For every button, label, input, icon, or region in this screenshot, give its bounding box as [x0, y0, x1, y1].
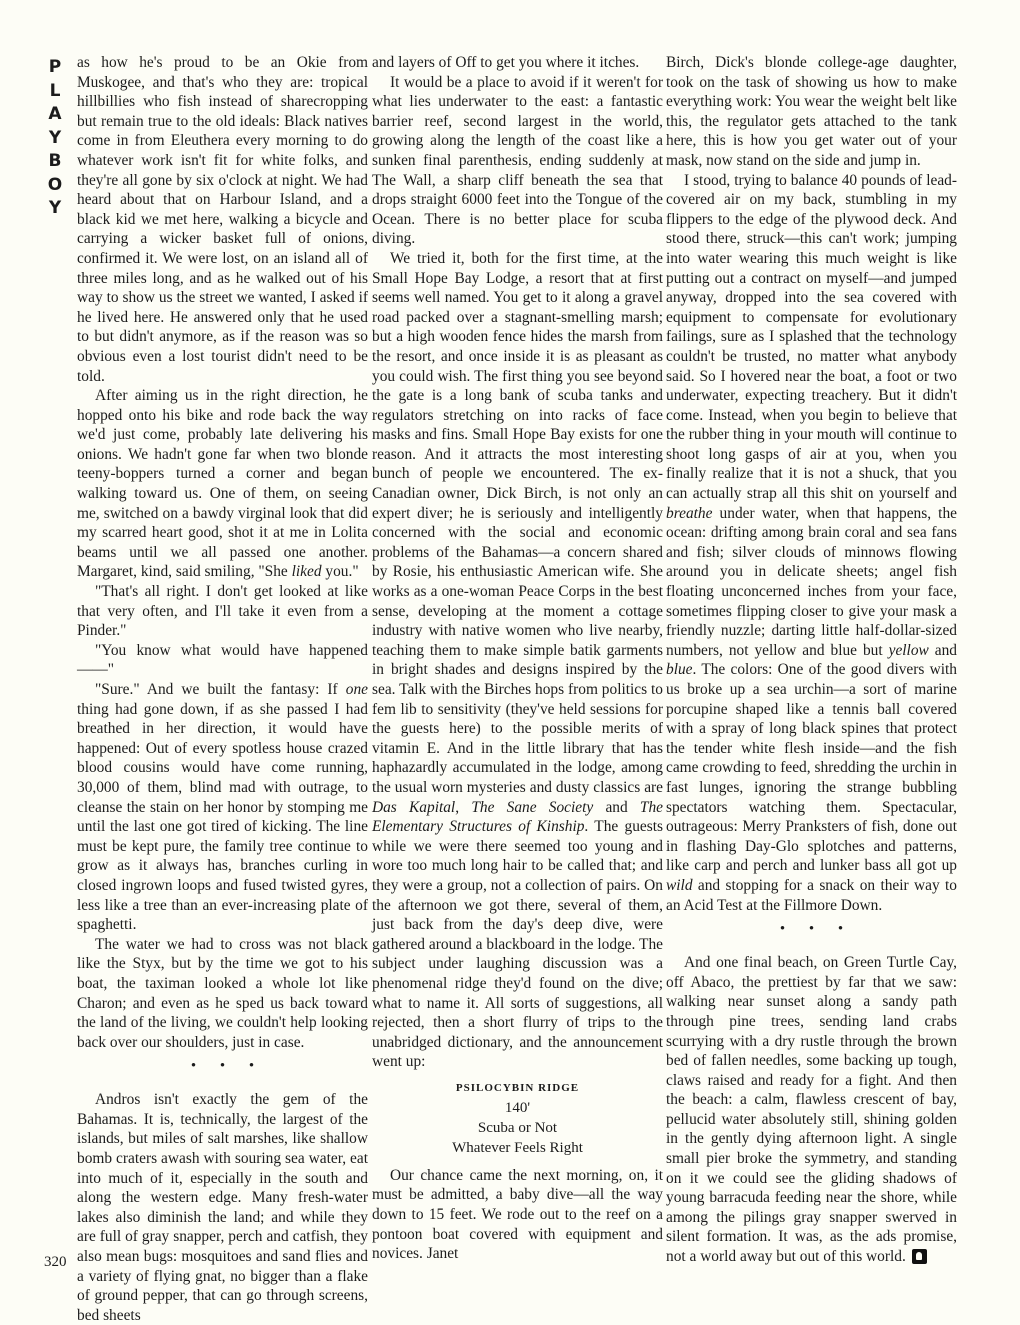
running-head-letter: Y — [48, 127, 62, 148]
running-head-letter: B — [48, 151, 62, 171]
paragraph — [372, 249, 663, 1072]
paragraph — [666, 171, 957, 916]
page-number: 320 — [44, 1254, 67, 1270]
italic-text: wild — [666, 876, 693, 894]
italic-text: breathe — [666, 504, 713, 522]
italic-text: one — [345, 681, 368, 698]
paragraph: Andros isn't exactly the gem of the Bahamas. It is, technically, the largest of the islands, but miles of salt marshes, like shallow bomb craters awash with souring sea water, eat into much of it, especially in the south and along the western edge. Many fresh-water lakes also diminish the land; and while they are full of gray snapper, perch and catfish, they also mean bugs: mosquitoes and sand flies and a variety of flying gnat, no bigger than a flake of ground pepper, that can go through screens, bed sheets — [77, 1091, 368, 1324]
text-run: and — [928, 641, 957, 659]
running-head-letter: L — [49, 80, 61, 101]
text-run: I stood, trying to balance 40 pounds of lead-covered air on my back, stumbling in my flippers to the edge of the plywood deck. And stood there, struck—this can't work; jumping into water wearing this much weight is like putting out a contract on myself—and jumped anyway, dropped into the sea covered with equipment to compensate for evolutionary failings, sure as I splashed that the technology couldn't be trusted, no matter what anybody said. So I hovered near the boat, a foot or two underwater, expecting treachery. But it didn't come. Instead, when you begin to believe that the rubber thing in your mouth will continue to shoot long gasps of air at you, when you finally realize that it is not a shuck, that you can actually strap all this shit on yourself and — [666, 171, 957, 503]
text-run: and stopping for a snack on their way to an Acid Test at the Fillmore Down. — [666, 876, 957, 914]
running-head-letter: A — [48, 104, 62, 124]
text-column-3 — [666, 53, 957, 1267]
paragraph: as how he's proud to be an Okie from Muskogee, and that's who they are: tropical hillbillies who fish instead of sharecropping but remain true to the old ideals: Black natives come in from Eleuthera every morning to do whatever work isn't fit for white folks, and they're all gone by six o'clock at night. We had heard about that on Harbour Island, and a black kid we met here, walking a bicycle and carrying a wicker basket full of onions, confirmed it. We were lost, on an island all of three miles long, and as he walked out of his way to show us the street we wanted, I asked if he lived here. He answered only that he used to but didn't anymore, as if the reason was so obvious even a lost tourist didn't need to be told. — [77, 54, 368, 385]
italic-text: yellow — [888, 641, 929, 659]
announcement-line: 140' — [504, 1099, 531, 1116]
text-run: thing had gone down, if as she passed I had breathed in her direction, it would have happened: Out of every spotless house crazed blood cousins would have come running, 30,000 of them, blind mad with outrage, to cleanse the stain on her honor by stomping me until the last one got tired of kicking. The line must be kept pure, the family tree continue to grow as it always has, branches curling in closed ingrown loops and fused twisted gyres, less like a tree than an ever-increasing plate of spaghetti. — [77, 700, 368, 934]
running-head-letter: P — [48, 57, 62, 77]
text-column-1 — [77, 53, 368, 1325]
text-run: and — [593, 798, 640, 816]
announcement-line: PSILOCYBIN RIDGE — [455, 1081, 580, 1094]
text-run: . The guests while we were there seemed too young and wore too much long hair to be called that; and they were a group, not a collection of pairs. On the afternoon we got there, several of them, just back from the day's deep dive, were gathered around a blackboard in the lodge. The subject under laughing discussion was a phenomenal ridge they'd found on the dive; what to name it. All sorts of suggestions, all rejected, then a short flurry of trips to the unabridged dictionary, and the announcement went up: — [372, 818, 664, 1071]
text-run: And one final beach, on Green Turtle Cay, off Abaco, the prettiest by far that we saw: walking near sunset along a sandy path through pine trees, sending land crabs scurrying with a dry rustle through the brown bed of fallen needles, some backing up tough, claws raised and ready for a fight. And then the beach: a calm, flawless crescent of bay, pellucid water absolutely still, shining golden in the gently dying afternoon light. A single small pier broke the symmetry, and standing on it we could see the gliding shadows of young barracuda feeding near the shore, while among the pilings gray snapper swerved in silent formation. It was, as the ads promise, not a world away but out of this world. — [666, 954, 957, 1266]
text-run: After aiming us in the right direction, he hopped onto his bike and rode back the way we'd just come, probably late delivering his onions. We hadn't gone far when two blonde teeny-boppers turned a corner and began walking toward us. One of them, on seeing me, switched on a bawdy virginal look that did my scarred heart good, shot it at me in Lolita beams until we all passed one another. Margaret, kind, said smiling, "She — [77, 387, 368, 581]
paragraph: "You know what would have happened——" — [77, 641, 368, 679]
section-separator: • • • — [190, 1058, 265, 1075]
section-separator: • • • — [779, 921, 854, 938]
text-run: . The colors: One of the good divers with us broke up a sea urchin—a sort of marine porcupine shaped like a tennis ball covered with a spray of long black spines that protect the tender white flesh inside—and the fish came crowding to feed, shredding the urchin in fast lunges, ignoring the strange bubbling spectators watching them. Spectacular, outrageous: Merry Pranksters of fish, done out in flashing Day-Glo splotches and patterns, like carp and perch and lunker bass all got up — [666, 661, 957, 875]
paragraph: Our chance came the next morning, on, it must be admitted, a baby dive—all the way down to 15 feet. We rode out to the reef on a pontoon boat covered with equipment and novices. Janet — [372, 1166, 663, 1263]
paragraph: It would be a place to avoid if it weren't for what lies underwater to the east: a fantastic barrier reef, second largest in the world, growing along the length of the coast like a sunken final parenthesis, ending suddenly at The Wall, a sharp cliff beneath the sea that drops straight 6000 feet into the Tongue of the Ocean. There is no better place for scuba diving. — [372, 73, 663, 248]
italic-text: Das Kapital — [372, 798, 456, 816]
italic-text: The Elementary Structures of Kinship — [372, 798, 664, 836]
paragraph: "That's all right. I don't get looked at like that very often, and I'll take it even from a Pinder." — [77, 583, 368, 640]
text-column-2 — [372, 53, 663, 1264]
running-head-letter: Y — [48, 198, 62, 218]
text-run: We tried it, both for the first time, at the Small Hope Bay Lodge, a resort that at first seems well named. You get to it along a gravel road packed over a stagnant-smelling marsh; but a high wooden fence hides the marsh from the resort, and once inside it is as pleasant as you could wish. The first thing you see beyond the gate is a long bank of scuba tanks and regulators stretching on into racks of face masks and fins. Small Hope Bay exists for one reason. And it attracts the most interesting bunch of people we encountered. The ex-Canadian owner, Dick Birch, is not only an expert diver; he is seriously and intelligently concerned with the social and economic problems of the Bahamas—a concern shared by Rosie, his enthusiastic American wife. She works as a one-woman Peace Corps in the best sense, developing at the moment a cottage industry with native women who live nearby, teaching them to make simple batik garments in bright shades and designs inspired by the sea. Talk with the Birches hops from politics to fem lib to sensitivity (they've held sessions for the guests here) to the possible merits of vitamin E. And in the little library that has haphazardly accumulated in the lodge, among the usual worn mysteries and dusty classics are — [372, 249, 663, 796]
paragraph — [77, 386, 368, 582]
paragraph: The water we had to cross was not black like the Styx, but by the time we got to his boat, the taximan looked a whole lot like Charon; and even as he sped us back toward the land of the living, we couldn't help looking back over our shoulders, just in case. — [77, 935, 368, 1051]
paragraph: and layers of Off to get you where it itches. — [372, 54, 640, 71]
italic-text: The Sane Society — [471, 798, 594, 816]
paragraph: Birch, Dick's blonde college-age daughter, took on the task of showing us how to make everything work: You wear the weight belt like this, the regulator gets attached to the tank here, this is how you get water out of your mask, now stand on the side and jump in. — [666, 54, 957, 169]
paragraph — [77, 680, 368, 935]
text-run: "Sure." And we built the fantasy: If — [95, 681, 346, 698]
paragraph — [666, 953, 957, 1267]
running-head — [42, 56, 68, 221]
blackboard-announcement — [372, 1078, 663, 1158]
italic-text: liked — [291, 563, 322, 581]
italic-text: blue — [666, 661, 693, 679]
announcement-line: Scuba or Not — [477, 1119, 558, 1136]
text-run: under water, when that happens, the ocean: drifting among brain coral and sea fans and fish; silver clouds of minnows flowing around you in delicate sheets; angel fish floating unconcerned inches from your face, sometimes flipping closer to give your mask a friendly nuzzle; darting little half-dollar-sized numbers, not yellow and blue but — [666, 504, 957, 659]
running-head-letter: O — [47, 174, 63, 195]
announcement-line: Whatever Feels Right — [452, 1139, 583, 1156]
text-run: you." — [321, 563, 359, 581]
playboy-rabbit-icon — [912, 1249, 927, 1264]
text-run: , — [455, 798, 472, 816]
